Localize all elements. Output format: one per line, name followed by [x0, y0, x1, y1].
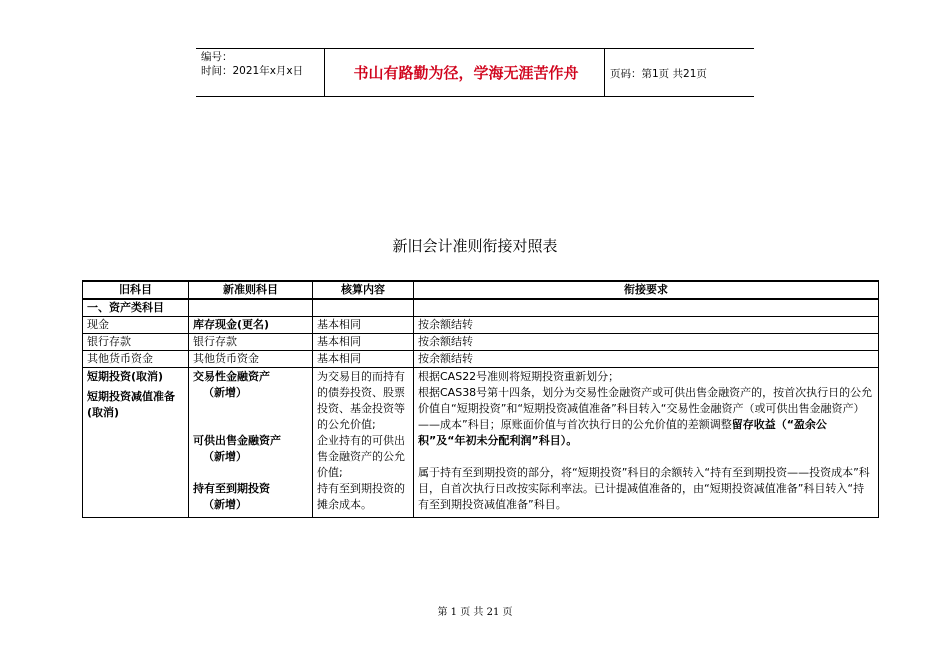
req-fair-value: [418, 385, 874, 449]
content-afs: 企业持有的可供出售金融资产的公允价值;: [317, 434, 405, 479]
header-rule-top: [196, 48, 754, 49]
header-divider-left: [324, 48, 325, 96]
new-tag: （新增）: [203, 450, 247, 463]
new-tag: （新增）: [203, 498, 247, 511]
table-row: [83, 351, 879, 368]
cell-content: 基本相同: [313, 334, 414, 351]
header-meta: [201, 50, 303, 78]
content-trading: 为交易目的而持有的债券投资、股票投资、基金投资等的公允价值;: [317, 370, 405, 431]
section-title: 一、资产类科目: [83, 299, 189, 317]
cell-old: [83, 368, 189, 518]
comparison-table: [82, 280, 879, 518]
cell-old: 其他货币资金: [83, 351, 189, 368]
old-short-term-impairment: 短期投资减值准备(取消): [87, 390, 175, 419]
old-short-term-investment: 短期投资(取消): [87, 370, 164, 383]
req-held-to-maturity: 属于持有至到期投资的部分，将“短期投资”科目的余额转入“持有至到期投资——投资成本”科目，自首次执行日改按实际利率法。已计提减值准备的，由“短期投资减值准备”科目转入“持有至到期投资减值准备”科目。: [418, 466, 870, 511]
table-row-investments: [83, 368, 879, 518]
cell-content: 基本相同: [313, 317, 414, 334]
column-header-requirement: 衔接要求: [414, 281, 879, 299]
content-htm: 持有至到期投资的摊余成本。: [317, 482, 405, 511]
page-footer: 第 1 页 共 21 页: [437, 607, 513, 618]
cell-requirement: 按余额结转: [414, 334, 879, 351]
req-reclassify: 根据CAS22号准则将短期投资重新划分；: [418, 370, 620, 383]
header-rule-bottom: [196, 96, 754, 97]
new-held-to-maturity: 持有至到期投资: [193, 482, 270, 495]
document-title: 新旧会计准则衔接对照表: [392, 237, 558, 255]
cell-old: 银行存款: [83, 334, 189, 351]
cell-new: 银行存款: [189, 334, 313, 351]
header-number: 编号：: [201, 51, 233, 63]
cell-new: 库存现金(更名): [189, 317, 313, 334]
header-time: 时间：2021年x月x日: [201, 65, 304, 77]
cell-new: 其他货币资金: [189, 351, 313, 368]
table-header-row: [83, 281, 879, 299]
new-trading-financial-assets: 交易性金融资产: [193, 370, 270, 383]
section-row: [83, 299, 879, 317]
header-motto: 书山有路勤为径，学海无涯苦作舟: [353, 64, 579, 82]
new-tag: （新增）: [203, 386, 247, 399]
header-divider-right: [604, 48, 605, 96]
table-row: [83, 317, 879, 334]
req-retained-earnings: 留存收益（“盈余公积”及“年初未分配利润”科目）。: [418, 418, 827, 447]
header-page-code: 页码：第1页 共21页: [610, 68, 707, 80]
table-row: [83, 334, 879, 351]
cell-old: 现金: [83, 317, 189, 334]
column-header-content: 核算内容: [313, 281, 414, 299]
req-fair-value-text: 根据CAS38号第十四条，划分为交易性金融资产或可供出售金融资产的，按首次执行日的公允价值自“短期投资”和“短期投资减值准备”科目转入“交易性金融资产（或可供出售金融资产）——成本”科目；原账面价值与首次执行日的公允价值的差额调整: [418, 386, 873, 431]
column-header-new: 新准则科目: [189, 281, 313, 299]
cell-content: 基本相同: [313, 351, 414, 368]
cell-requirement: [414, 368, 879, 518]
column-header-old: 旧科目: [83, 281, 189, 299]
new-available-for-sale: 可供出售金融资产: [193, 434, 281, 447]
cell-new: [189, 368, 313, 518]
cell-requirement: 按余额结转: [414, 317, 879, 334]
cell-content: [313, 368, 414, 518]
cell-requirement: 按余额结转: [414, 351, 879, 368]
